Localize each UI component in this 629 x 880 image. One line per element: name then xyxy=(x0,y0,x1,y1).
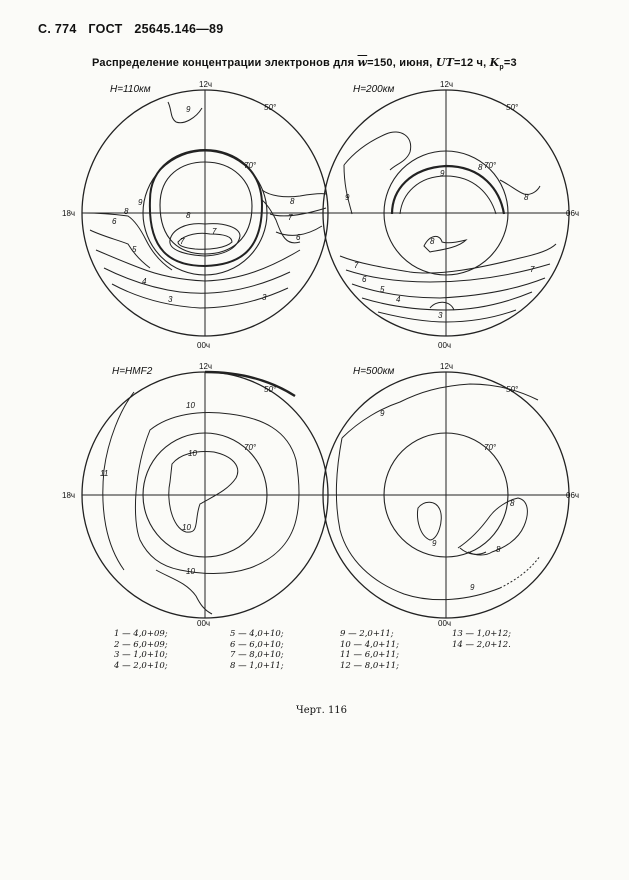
panel-label-3: H=HMF2 xyxy=(112,366,153,377)
panel-label-4: H=500км xyxy=(353,366,395,377)
figure-title: Распределение концентрации электронов для $\overline{w}=150$, июня, UT=12 ч, $K_p=3$ xyxy=(92,56,517,72)
legend-col-4: 13 — 1,0+12; 14 — 2,0+12. xyxy=(452,629,512,650)
map-panel-4 xyxy=(323,372,569,618)
svg-text:9: 9 xyxy=(345,193,350,202)
p2-bottom-label: 00ч xyxy=(438,341,452,350)
p2-lat-outer: 50° xyxy=(506,103,519,112)
svg-text:8: 8 xyxy=(124,207,129,216)
svg-text:10: 10 xyxy=(186,567,195,576)
svg-text:7: 7 xyxy=(354,261,359,270)
legend-col-1: 1 — 4,0+09; 2 — 6,0+09; 3 — 1,0+10; 4 — 2,0+10; xyxy=(114,629,168,671)
svg-text:8: 8 xyxy=(496,545,501,554)
p1-top-label: 12ч xyxy=(199,80,213,89)
svg-text:9: 9 xyxy=(138,198,143,207)
svg-text:3: 3 xyxy=(168,295,173,304)
gost-label: ГОСТ xyxy=(88,22,123,36)
p3-left-label: 18ч xyxy=(62,491,76,500)
svg-text:5: 5 xyxy=(132,245,137,254)
svg-text:9: 9 xyxy=(470,583,475,592)
svg-text:7: 7 xyxy=(212,227,217,236)
svg-text:10: 10 xyxy=(186,401,195,410)
p4-top-label: 12ч xyxy=(440,362,454,371)
svg-text:6: 6 xyxy=(362,275,367,284)
svg-text:8: 8 xyxy=(510,499,515,508)
svg-text:9: 9 xyxy=(380,409,385,418)
svg-text:7: 7 xyxy=(288,213,293,222)
p2-top-label: 12ч xyxy=(440,80,454,89)
svg-text:9: 9 xyxy=(440,169,445,178)
page-number: С. 774 xyxy=(38,22,77,36)
svg-text:6: 6 xyxy=(112,217,117,226)
p3-bottom-label: 00ч xyxy=(197,619,211,628)
p4-right-label: 06ч xyxy=(566,491,580,500)
panel-label-1: H=110км xyxy=(110,84,151,95)
p1-lat-inner: 70° xyxy=(244,161,257,170)
p3-lat-inner: 70° xyxy=(244,443,257,452)
p4-lat-outer: 50° xyxy=(506,385,519,394)
svg-text:10: 10 xyxy=(188,449,197,458)
p4-lat-inner: 70° xyxy=(484,443,497,452)
map-panel-2 xyxy=(323,90,569,336)
svg-text:11: 11 xyxy=(100,469,109,478)
p1-lat-outer: 50° xyxy=(264,103,277,112)
p3-lat-outer: 50° xyxy=(264,385,277,394)
p1-bottom-label: 00ч xyxy=(197,341,211,350)
svg-text:4: 4 xyxy=(396,295,401,304)
svg-text:3: 3 xyxy=(262,293,267,302)
p2-right-label: 06ч xyxy=(566,209,580,218)
svg-text:8: 8 xyxy=(524,193,529,202)
svg-text:10: 10 xyxy=(182,523,191,532)
svg-text:4: 4 xyxy=(142,277,147,286)
svg-text:3: 3 xyxy=(438,311,443,320)
map-panel-3 xyxy=(82,372,328,618)
svg-text:8: 8 xyxy=(290,197,295,206)
svg-text:6: 6 xyxy=(296,233,301,242)
svg-text:9: 9 xyxy=(186,105,191,114)
svg-text:8: 8 xyxy=(430,237,435,246)
panel-label-2: H=200км xyxy=(353,84,395,95)
svg-text:8: 8 xyxy=(478,163,483,172)
svg-text:9: 9 xyxy=(432,539,437,548)
p1-left-label: 18ч xyxy=(62,209,76,218)
legend-col-2: 5 — 4,0+10; 6 — 6,0+10; 7 — 8,0+10; 8 — 1,0+11; xyxy=(230,629,284,671)
p3-top-label: 12ч xyxy=(199,362,213,371)
svg-text:8: 8 xyxy=(186,211,191,220)
svg-text:7: 7 xyxy=(180,237,185,246)
svg-text:7: 7 xyxy=(530,265,535,274)
p4-bottom-label: 00ч xyxy=(438,619,452,628)
svg-text:5: 5 xyxy=(380,285,385,294)
p2-lat-inner: 70° xyxy=(484,161,497,170)
figure-caption: Черт. 116 xyxy=(296,705,348,716)
legend-col-3: 9 — 2,0+11; 10 — 4,0+11; 11 — 6,0+11; 12 — 8,0+11; xyxy=(340,629,400,671)
gost-number: 25645.146—89 xyxy=(134,22,224,36)
